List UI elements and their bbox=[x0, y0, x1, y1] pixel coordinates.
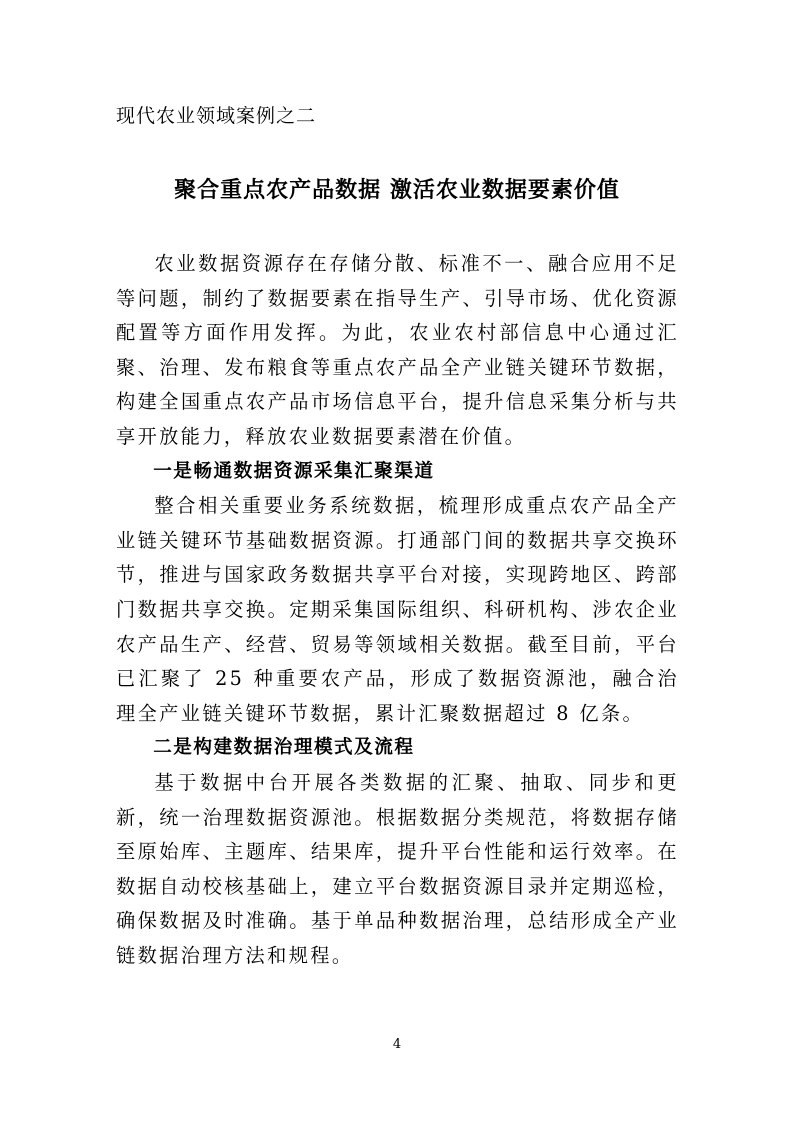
section-heading-data-governance: 二是构建数据治理模式及流程 bbox=[153, 737, 415, 759]
document-body bbox=[116, 247, 679, 973]
intro-paragraph: 农业数据资源存在存储分散、标准不一、融合应用不足等问题，制约了数据要素在指导生产、引导市场、优化资源配置等方面作用发挥。为此，农业农村部信息中心通过汇聚、治理、发布粮食等重点农产品全产业链关键环节数据，构建全国重点农产品市场信息平台，提升信息采集分析与共享开放能力，释放农业数据要素潜在价值。 bbox=[116, 252, 679, 448]
page-number: 4 bbox=[392, 1037, 402, 1052]
section-paragraph-data-collection: 整合相关重要业务系统数据，梳理形成重点农产品全产业链关键环节基础数据资源。打通部门间的数据共享交换环节，推进与国家政务数据共享平台对接，实现跨地区、跨部门数据共享交换。定期采集国际组织、科研机构、涉农企业农产品生产、经营、贸易等领域相关数据。截至目前，平台已汇聚了 25 种重要农产品，形成了数据资源池，融合治理全产业链关键环节数据，累计汇聚数据超过 8 亿条。 bbox=[116, 494, 679, 725]
section-heading-data-collection: 一是畅通数据资源采集汇聚渠道 bbox=[153, 460, 435, 482]
case-category-label: 现代农业领域案例之二 bbox=[116, 105, 317, 127]
section-paragraph-data-governance: 基于数据中台开展各类数据的汇聚、抽取、同步和更新，统一治理数据资源池。根据数据分类规范，将数据存储至原始库、主题库、结果库，提升平台性能和运行效率。在数据自动校核基础上，建立平台数据资源目录并定期巡检，确保数据及时准确。基于单品种数据治理，总结形成全产业链数据治理方法和规程。 bbox=[116, 770, 679, 967]
document-title: 聚合重点农产品数据 激活农业数据要素价值 bbox=[174, 178, 620, 203]
